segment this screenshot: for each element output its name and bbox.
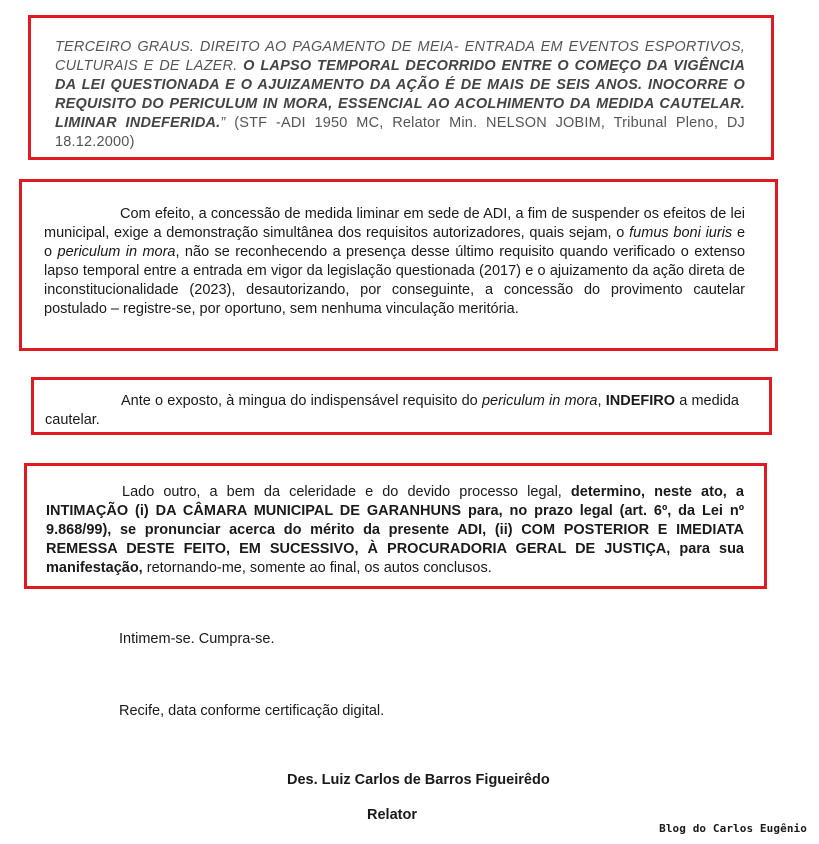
quote-close-mark: ” <box>220 115 226 131</box>
signature-name: Des. Luiz Carlos de Barros Figueirêdo <box>287 772 550 788</box>
reasoning-text-3: , não se reconhecendo a presença desse último requisito quando verificado o extenso lapso temporal entre a entrada em vigor da legislação questionada (2017) e o ajuizamento da ação direta de inconstitucionalidade (2023), desautorizando, por conseguinte, a concessão do provimento cautelar postulado – registre-se, por oportuno, sem nenhuma vinculação meritória. <box>44 244 746 317</box>
summons-text-1: Lado outro, a bem da celeridade e do devido processo legal, <box>122 484 562 500</box>
highlight-box-reasoning <box>19 179 778 351</box>
highlight-box-quote <box>28 15 774 160</box>
reasoning-periculum-term: periculum in mora <box>57 244 176 260</box>
reasoning-fumus-term: fumus boni iuris <box>629 225 733 241</box>
decision-text-2: a medida cautelar. <box>45 393 739 428</box>
decision-paragraph <box>45 392 739 430</box>
quote-paragraph <box>55 38 745 152</box>
summons-paragraph <box>46 483 744 578</box>
signature-role: Relator <box>367 807 417 823</box>
quote-citation: (STF -ADI 1950 MC, Relator Min. NELSON JOBIM, Tribunal Pleno, DJ 18.12.2000) <box>55 115 745 150</box>
recife-line: Recife, data conforme certificação digital. <box>119 703 385 719</box>
summons-text-2: retornando-me, somente ao final, os autos conclusos. <box>146 560 492 576</box>
decision-comma: , <box>597 393 602 409</box>
quote-italic-text: TERCEIRO GRAUS. DIREITO AO PAGAMENTO DE MEIA- ENTRADA EM EVENTOS ESPORTIVOS, CULTURAIS E DE LAZER. <box>55 39 745 74</box>
reasoning-paragraph <box>44 205 745 319</box>
quote-bold-text: O LAPSO TEMPORAL DECORRIDO ENTRE O COMEÇO DA VIGÊNCIA DA LEI QUESTIONADA E O AJUIZAMENTO DA AÇÃO É DE MAIS DE SEIS ANOS. INOCORRE O REQUISITO DO PERICULUM IN MORA, ESSENCIAL AO ACOLHIMENTO DA MEDIDA CAUTELAR. LIMINAR INDEFERIDA. <box>55 58 745 131</box>
intimem-line: Intimem-se. Cumpra-se. <box>119 631 275 647</box>
decision-text-1: Ante o exposto, à mingua do indispensável requisito do <box>121 393 478 409</box>
reasoning-text-1: Com efeito, a concessão de medida liminar em sede de ADI, a fim de suspender os efeitos de lei municipal, exige a demonstração simultânea dos requisitos autorizadores, quais sejam, o <box>44 206 745 241</box>
blog-watermark: Blog do Carlos Eugênio <box>659 822 807 835</box>
highlight-box-decision <box>31 377 772 435</box>
reasoning-text-2: e o <box>44 225 746 260</box>
decision-periculum-term: periculum in mora <box>481 393 598 409</box>
decision-indefiro: INDEFIRO <box>605 393 675 409</box>
summons-bold-text: determino, neste ato, a INTIMAÇÃO (i) DA CÂMARA MUNICIPAL DE GARANHUNS para, no prazo legal (art. 6º, da Lei nº 9.868/99), se pronunciar acerca do mérito da presente ADI, (ii) COM POSTERIOR E IMEDIATA REMESSA DESTE FEITO, EM SUCESSIVO, À PROCURADORIA GERAL DE JUSTIÇA, para sua manifestação, <box>46 484 744 576</box>
highlight-box-summons <box>24 463 767 589</box>
